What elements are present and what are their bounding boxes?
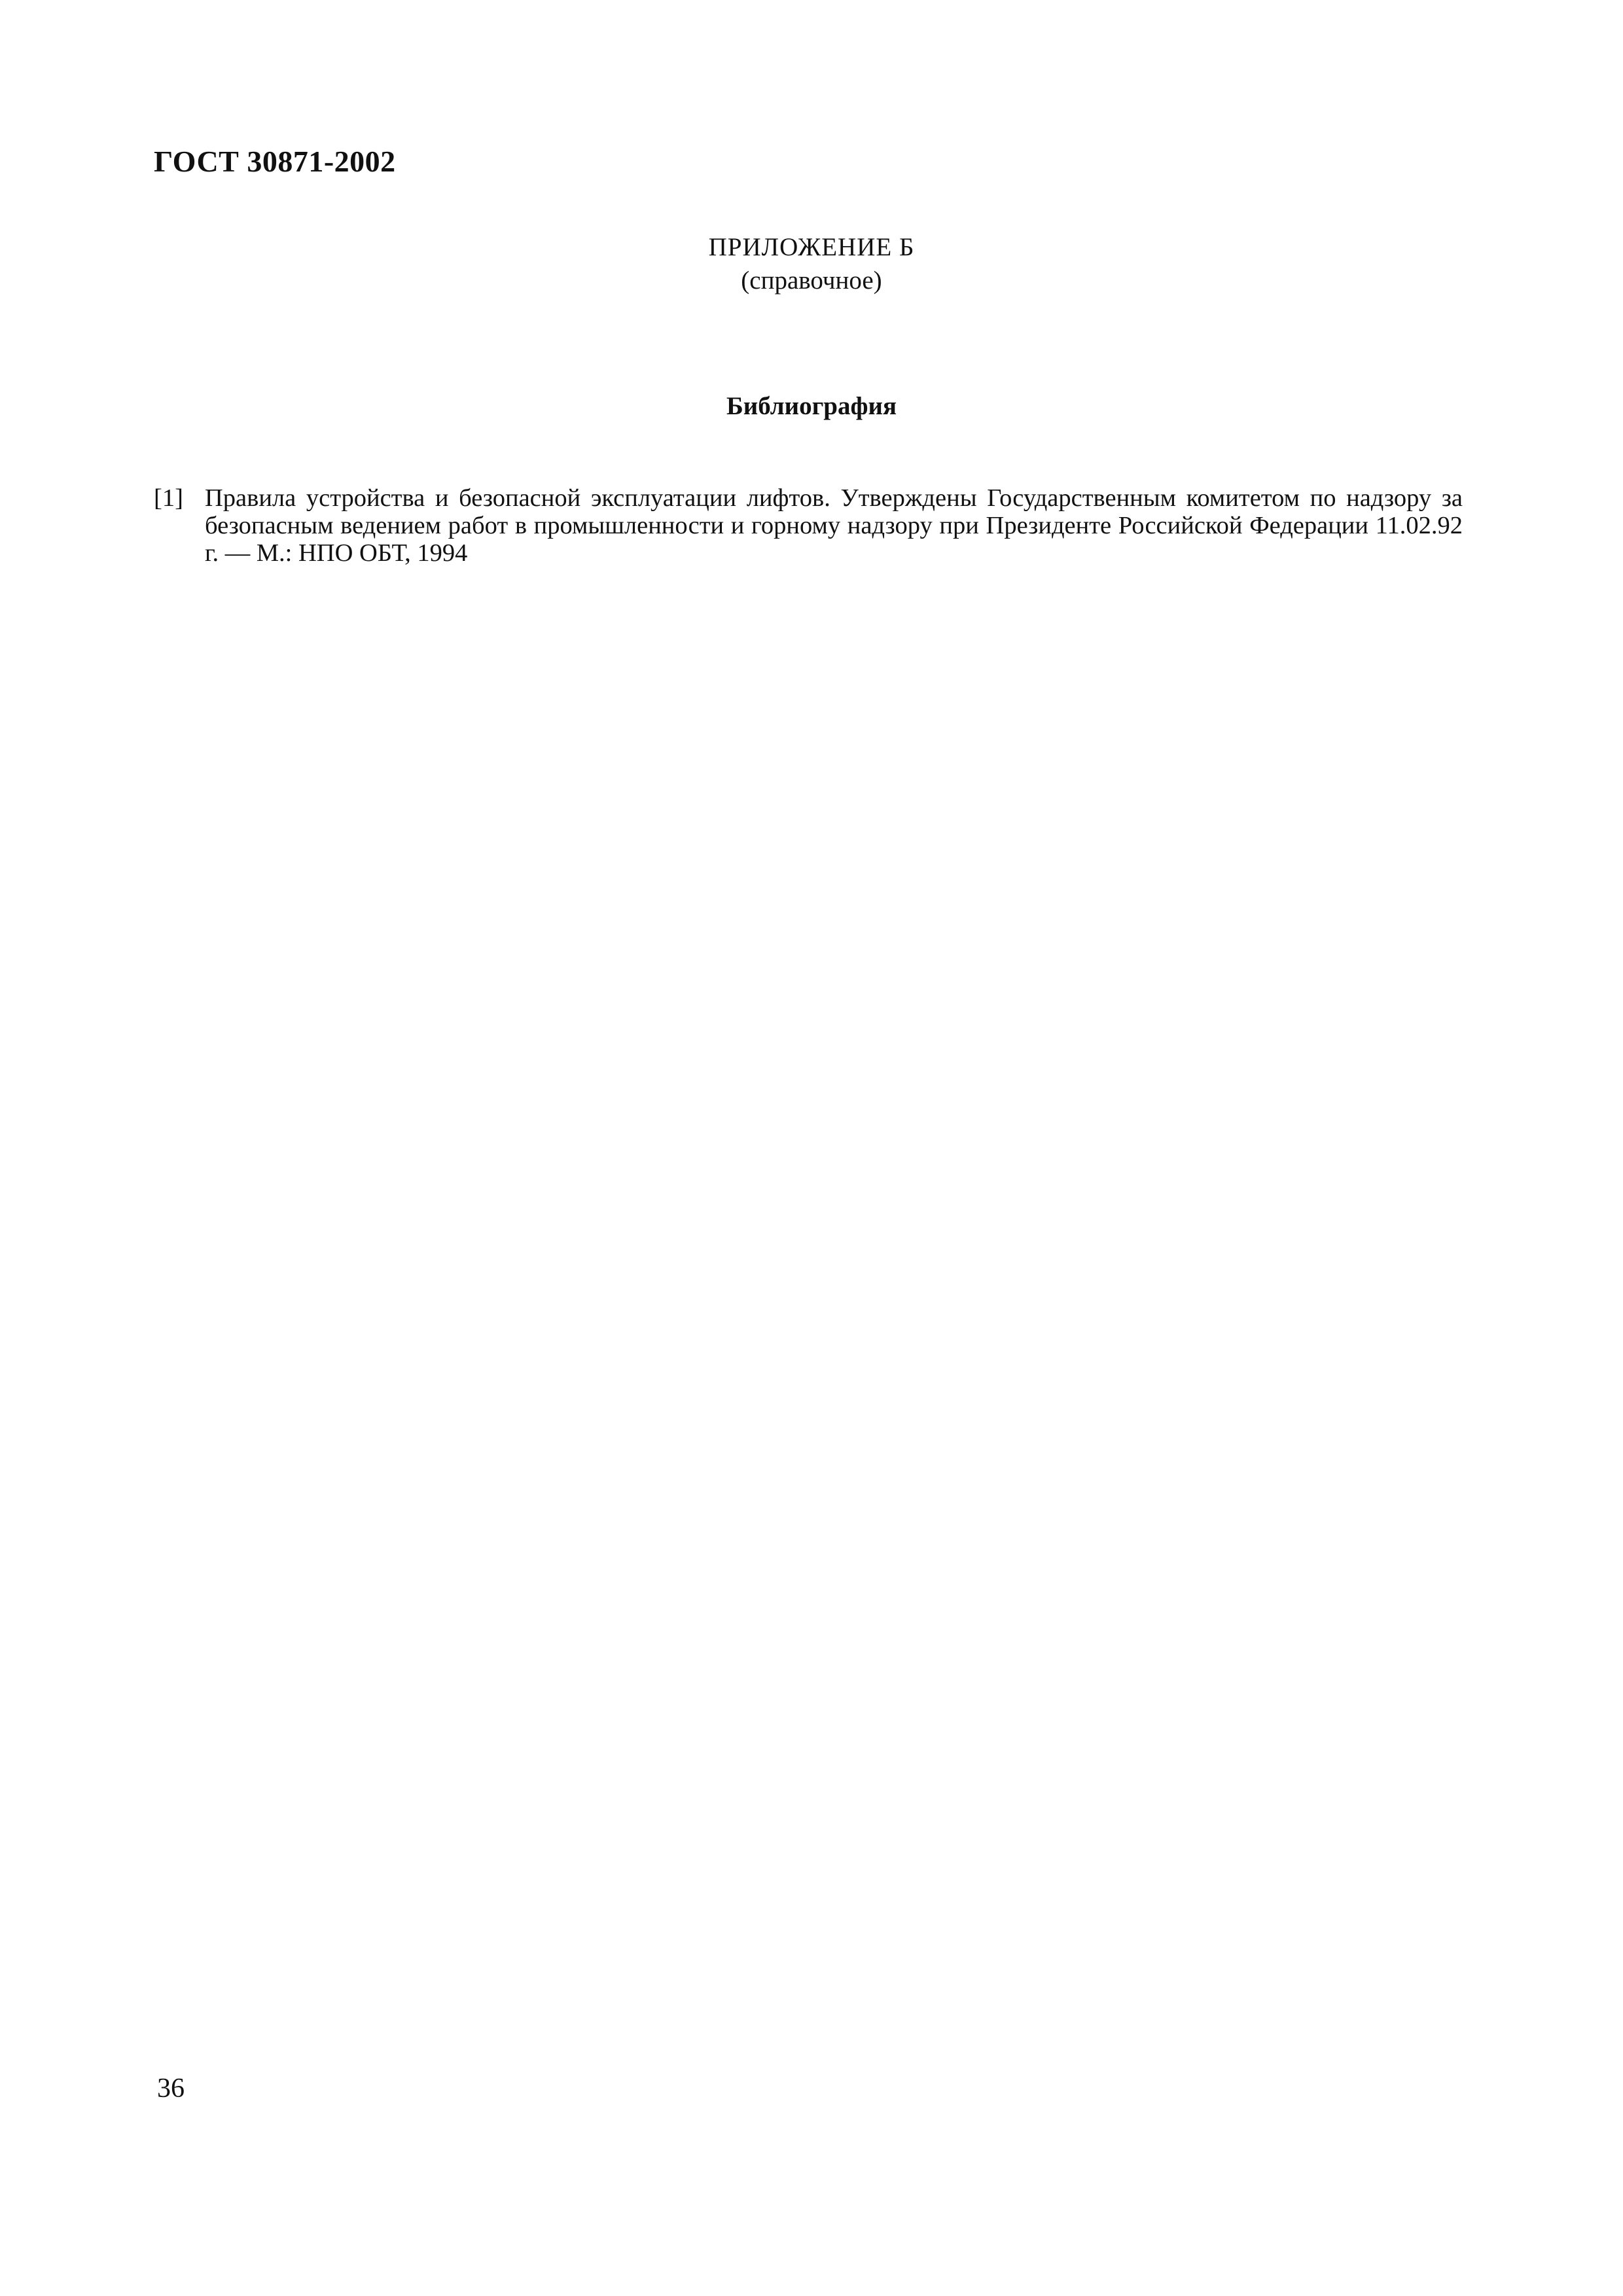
bibliography-item bbox=[154, 484, 1463, 567]
appendix-subtitle: (справочное) bbox=[741, 266, 882, 295]
appendix-title: ПРИЛОЖЕНИЕ Б bbox=[708, 233, 915, 261]
bibliography-text: Правила устройства и безопасной эксплуатации лифтов. Утверждены Государственным комитетом по надзору за безопасным ведением работ в промышленности и горному надзору при Президенте Российской Федерации 11.02.92 г. — М.: НПО ОБТ, 1994 bbox=[205, 484, 1463, 567]
bibliography-list bbox=[154, 484, 1463, 567]
document-code-header: ГОСТ 30871-2002 bbox=[154, 145, 396, 178]
section-title: Библиография bbox=[726, 392, 897, 420]
page-number: 36 bbox=[157, 2073, 185, 2104]
bibliography-marker: [1] bbox=[154, 484, 183, 512]
appendix-heading bbox=[0, 230, 1623, 297]
